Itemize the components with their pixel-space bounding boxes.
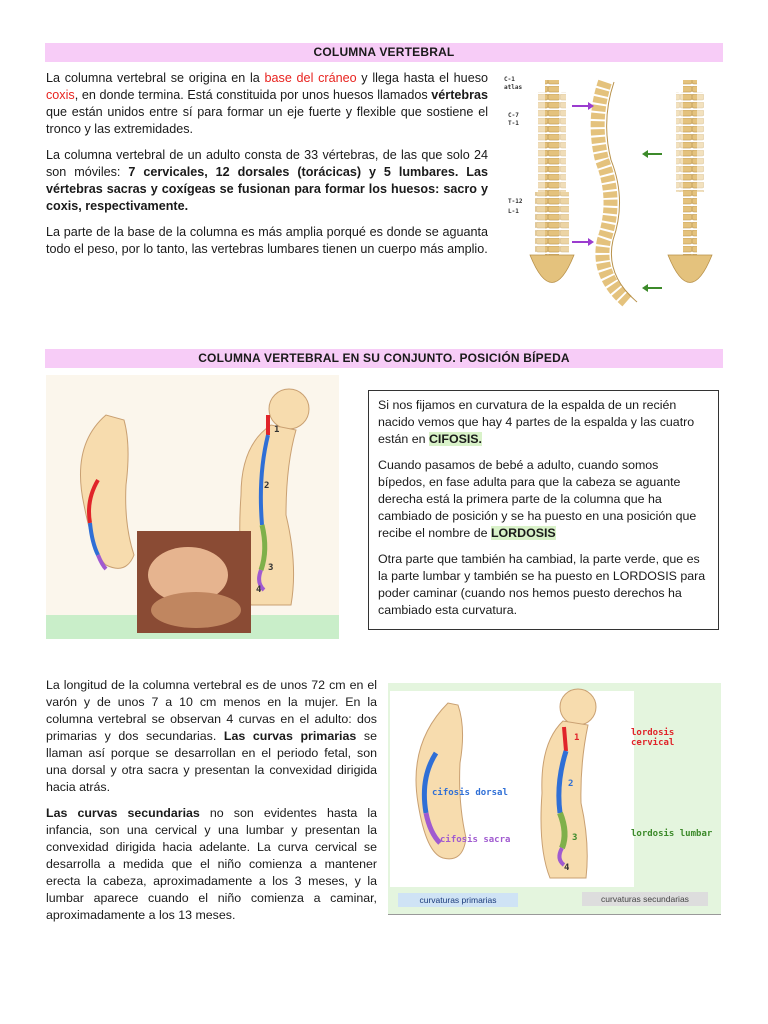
label-cifosis-sacra: cifosis sacra xyxy=(440,835,511,845)
caption-primary: curvaturas primarias xyxy=(398,893,518,907)
box-paragraph-3: Otra parte que también ha cambiad, la parte verde, que es la parte lumbar y también se ha puesto en LORDOSIS para poder caminar (cuando nos hemos puesto derechos ha cambiado esta curvatura. xyxy=(378,552,706,617)
baby-figure xyxy=(80,415,134,569)
curvatures-illustration xyxy=(388,683,721,915)
section-title-columna: COLUMNA VERTEBRAL xyxy=(45,43,723,62)
intro-paragraph-3: La parte de la base de la columna es más amplia porqué es donde se aguanta todo el peso, por lo tanto, las vertebras lumbares tienen un cuerpo más amplio. xyxy=(46,225,488,256)
spine-side-view xyxy=(598,82,637,302)
curves-paragraph-2: Las curvas secundarias no son evidentes hasta la infancia, son una cervical y una lumbar y presentan la convexidad dirigida hacia adelante. La curva cervical se desarrolla a medida que el niño comienza a mantener erecta la cabeza, aproximadamente a los 3 meses, y la lumbar aparece cuando el niño comienza a caminar, aproximadamente a los 13 meses. xyxy=(46,806,378,922)
lordosis-highlight: LORDOSIS xyxy=(490,526,556,540)
intro-paragraph-1: La columna vertebral se origina en la base del cráneo y llega hasta el hueso coxis, en donde termina. Está constituida por unos huesos llamados vértebras que están unidos entre sí para formar un eje fuerte y flexible que sostiene el tronco y las extremidades. xyxy=(46,71,488,136)
cifosis-highlight: CIFOSIS. xyxy=(428,432,482,446)
label-cifosis-dorsal: cifosis dorsal xyxy=(432,788,508,798)
box-paragraph-1: Si nos fijamos en curvatura de la espalda de un recién nacido vemos que hay 4 partes de la espalda y las cuatro están en CIFOSIS. xyxy=(378,398,695,446)
curve-number-2: 2 xyxy=(568,779,574,789)
caption-secondary: curvaturas secundarias xyxy=(582,892,708,906)
label-l1: L-1 xyxy=(508,208,519,215)
green-arrow-icon xyxy=(642,150,662,292)
label-atlas: atlas xyxy=(504,84,523,91)
spine-back-view xyxy=(668,80,712,283)
curve-number-4: 4 xyxy=(564,863,570,873)
number-2: 2 xyxy=(264,481,270,491)
curve-number-3: 3 xyxy=(572,833,578,843)
box-paragraph-2: Cuando pasamos de bebé a adulto, cuando somos bípedos, en fase adulta para que la cabeza se aguante derecha está la primera parte de la columna que ha cambiado de posición y se ha puesto en una posición que recibe el nombre de LORDOSIS xyxy=(378,458,697,540)
spine-front-view xyxy=(530,80,574,283)
curve-number-1: 1 xyxy=(574,733,580,743)
intro-paragraph-2: La columna vertebral de un adulto consta de 33 vértebras, de las que solo 24 son móviles: 7 cervicales, 12 dorsales (torácicas) y 5 lumbares. Las vértebras sacras y coxígeas se fusionan para formar los huesos: sacro y coxis, respectivamente. xyxy=(46,148,488,213)
label-t1: T-1 xyxy=(508,120,519,127)
label-lordosis-cervical: lordosis cervical xyxy=(631,728,675,748)
number-1: 1 xyxy=(274,425,280,435)
curves-text xyxy=(46,677,377,933)
posture-illustration xyxy=(46,375,339,639)
section-title-conjunto: COLUMNA VERTEBRAL EN SU CONJUNTO. POSICIÓN BÍPEDA xyxy=(45,349,723,368)
number-4: 4 xyxy=(256,585,262,595)
explanation-box xyxy=(368,390,719,630)
label-lordosis-lumbar: lordosis lumbar xyxy=(631,829,713,839)
label-t12: T-12 xyxy=(508,198,523,205)
number-3: 3 xyxy=(268,563,274,573)
curves-paragraph-1: La longitud de la columna vertebral es de unos 72 cm en el varón y de unos 7 a 10 cm menos en la mujer. En la columna vertebral se observan 4 curvas en el adulto: dos primarias y dos secundarias. Las curvas primarias se llaman así porque se desarrollan en el periodo fetal, son una dorsal y otra sacra y presentan la convexidad dirigida hacia atrás. xyxy=(46,678,377,794)
spine-illustration xyxy=(500,70,725,315)
label-c7: C-7 xyxy=(508,112,519,119)
label-c1: C-1 xyxy=(504,76,515,83)
intro-text xyxy=(46,70,488,267)
